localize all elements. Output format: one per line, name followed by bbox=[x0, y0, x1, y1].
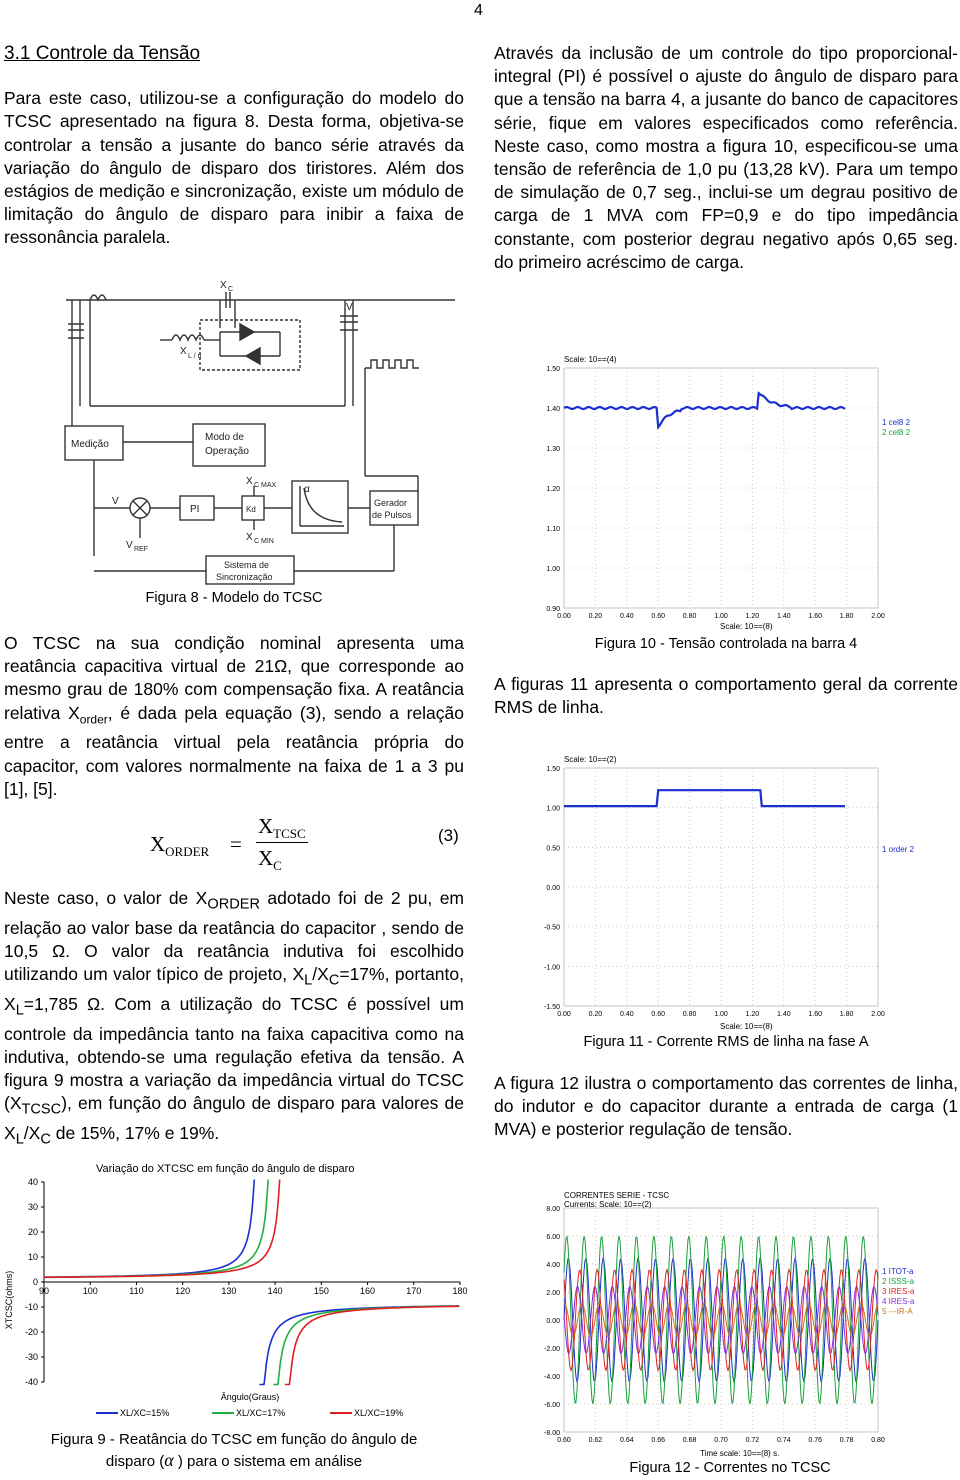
y-tick-label: 20 bbox=[27, 1227, 38, 1237]
tick-label: 0.60 bbox=[651, 1011, 666, 1018]
tick-label: 0.00 bbox=[557, 613, 571, 620]
tick-label: 0.20 bbox=[588, 1011, 603, 1018]
tick-label: 2.00 bbox=[546, 1290, 560, 1297]
tick-label: 0.00 bbox=[546, 1318, 560, 1325]
tick-label: 0.62 bbox=[588, 1437, 603, 1444]
svg-text:X: X bbox=[246, 532, 253, 543]
equation-label: (3) bbox=[438, 826, 459, 845]
figure-8-diagram bbox=[60, 276, 460, 586]
tick-label: 0.20 bbox=[588, 613, 603, 620]
tick-label: 0.70 bbox=[714, 1437, 728, 1444]
tick-label: 0.60 bbox=[651, 613, 666, 620]
series-line-inductive bbox=[259, 1306, 459, 1385]
tick-label: 1.00 bbox=[546, 805, 560, 813]
x-tick-label: 90 bbox=[38, 1286, 50, 1296]
svg-text:C: C bbox=[228, 286, 234, 293]
svg-text:1 cel8 2: 1 cel8 2 bbox=[882, 418, 911, 427]
paragraph-pi-control: Através da inclusão de um controle do tipo proporcional-integral (PI) é possível o ajuste do ângulo de disparo para que a tensão na barra 4, a jusante do banco de capacitores série, fique em valores especificados como referência. Neste caso, como mostra a figura 10, especificou-se uma tensão de referência de 1,0 pu (13,28 kV). Para um tempo de simulação de 0,7 seg., inclui-se um degrau positivo de carga de 1 MVA com FP=0,9 e do tipo impedância constante, com posterior degrau negativo após 0,65 seg. do primeiro acréscimo de carga. bbox=[494, 43, 958, 272]
legend-label: XL/XC=19% bbox=[354, 1408, 404, 1418]
legend-label: XL/XC=17% bbox=[236, 1408, 286, 1418]
tick-label: 0.00 bbox=[557, 1011, 571, 1018]
fig8-label-xc: X bbox=[220, 280, 227, 291]
tick-label: 0.80 bbox=[871, 1437, 885, 1444]
tick-label: 1.10 bbox=[546, 526, 560, 533]
legend-label: 2 ISSS-a bbox=[882, 1277, 915, 1286]
chart-title: Variação do XTCSC em função do ângulo de disparo bbox=[96, 1163, 355, 1175]
svg-text:Scale: 10==(8): Scale: 10==(8) bbox=[720, 1022, 773, 1031]
svg-text:α: α bbox=[304, 484, 310, 495]
tick-label: 1.40 bbox=[546, 406, 560, 413]
svg-text:1 order 2: 1 order 2 bbox=[882, 845, 915, 854]
svg-text:L / n: L / n bbox=[188, 353, 202, 360]
svg-text:C MIN: C MIN bbox=[254, 538, 274, 545]
tick-label: 8.00 bbox=[546, 1206, 560, 1213]
tick-label: 0.40 bbox=[619, 1011, 634, 1018]
svg-text:Sincronização: Sincronização bbox=[216, 572, 273, 582]
legend-label: 5 ---IR-A bbox=[882, 1307, 913, 1316]
tick-label: 2.00 bbox=[871, 1011, 885, 1018]
tick-label: 0.60 bbox=[557, 1437, 571, 1444]
page-number: 4 bbox=[474, 2, 483, 19]
figure-12-caption: Figura 12 - Correntes no TCSC bbox=[629, 1460, 831, 1476]
legend-label: 3 IRES-a bbox=[882, 1287, 915, 1296]
legend-label: XL/XC=15% bbox=[120, 1408, 170, 1418]
svg-text:Gerador: Gerador bbox=[374, 498, 408, 508]
paragraph-currents: A figura 12 ilustra o comportamento das correntes de linha, do indutor e do capacitor durante a entrada de carga (1 MVA) e posterior regulação de tensão. bbox=[494, 1073, 958, 1140]
tick-label: -0.50 bbox=[544, 924, 560, 932]
x-axis-label: Ângulo(Graus) bbox=[220, 1392, 280, 1402]
x-tick-label: 130 bbox=[221, 1286, 237, 1296]
tick-label: 1.00 bbox=[546, 566, 560, 573]
y-tick-label: -30 bbox=[24, 1352, 38, 1362]
tick-label: 1.60 bbox=[808, 613, 823, 620]
tick-label: 1.00 bbox=[714, 613, 728, 620]
left-column-top bbox=[4, 42, 464, 250]
tick-label: 1.30 bbox=[546, 446, 560, 453]
tick-label: 1.40 bbox=[776, 1011, 791, 1018]
tick-label: 1.50 bbox=[546, 766, 560, 773]
tick-label: 1.00 bbox=[714, 1011, 728, 1018]
tick-label: 1.20 bbox=[745, 1011, 760, 1018]
tick-label: 1.20 bbox=[546, 486, 560, 493]
svg-text:PI: PI bbox=[190, 504, 200, 515]
legend-label: 4 IRES-a bbox=[882, 1297, 915, 1306]
svg-text:2 cel8 2: 2 cel8 2 bbox=[882, 428, 911, 437]
x-tick-label: 140 bbox=[267, 1286, 283, 1296]
y-tick-label: 10 bbox=[27, 1252, 38, 1262]
figure-11-plot bbox=[520, 748, 948, 1034]
tick-label: -2.00 bbox=[544, 1346, 560, 1353]
series-line-inductive bbox=[273, 1306, 459, 1384]
y-tick-label: 30 bbox=[27, 1202, 38, 1212]
x-tick-label: 110 bbox=[129, 1286, 144, 1296]
y-tick-label: -20 bbox=[24, 1327, 38, 1337]
figure-10-plot bbox=[520, 348, 948, 636]
svg-text:V: V bbox=[112, 496, 119, 507]
svg-text:Sistema de: Sistema de bbox=[224, 560, 270, 570]
svg-text:Time scale: 10==(8) s.: Time scale: 10==(8) s. bbox=[700, 1449, 780, 1458]
section-heading: 3.1 Controle da Tensão bbox=[4, 43, 201, 64]
paragraph-xorder-text: Neste caso, o valor de $X_{ORDER}$ adotado foi de 2 pu, em relação ao valor base da reatância do capacitor , sendo de 10,5 Ω. O valor da reatância indutiva foi escolhido utilizando um valor típico de projeto, $X_L/X_C=17\%$, portanto, $X_L=1,785$ Ω. Com a utilização do TCSC é possível um controle da impedância tanto na faixa capacitiva como na indutiva, obtendo-se uma regulação efetiva da tensão. A figura 9 mostra a variação da impedância virtual do TCSC $(X_{TCSC})$, em função do ângulo de disparo para valores de $X_L/X_C$ de 15%, 17% e 19%. bbox=[4, 888, 465, 1148]
svg-text:Operação: Operação bbox=[205, 446, 249, 457]
figure-10-caption: Figura 10 - Tensão controlada na barra 4 bbox=[594, 636, 858, 652]
svg-text:X: X bbox=[246, 476, 253, 487]
equation-3: $X_{ORDER}$ = $X_{TCSC}$ $X_C$ (3) bbox=[150, 814, 459, 874]
legend-label: 1 ITOT-a bbox=[882, 1267, 914, 1276]
tick-label: 0.76 bbox=[808, 1437, 823, 1444]
series-line-capacitive bbox=[44, 1180, 268, 1278]
y-axis-label: XTCSC(ohms) bbox=[4, 1270, 14, 1330]
tick-label: 0.66 bbox=[651, 1437, 666, 1444]
series-line-inductive bbox=[285, 1306, 460, 1384]
tick-label: -4.00 bbox=[544, 1374, 560, 1381]
figure-9-chart bbox=[0, 1160, 470, 1428]
svg-text:Scale: 10==(4): Scale: 10==(4) bbox=[564, 355, 617, 364]
tick-label: 1.50 bbox=[546, 366, 560, 373]
svg-text:X: X bbox=[180, 346, 187, 357]
tick-label: 0.40 bbox=[619, 613, 634, 620]
tick-label: -6.00 bbox=[544, 1402, 560, 1409]
x-tick-label: 180 bbox=[452, 1286, 468, 1296]
svg-text:Scale: 10==(2): Scale: 10==(2) bbox=[564, 755, 617, 764]
tick-label: 0.80 bbox=[682, 1011, 697, 1018]
tick-label: -1.50 bbox=[544, 1004, 560, 1011]
paragraph-reactance: O TCSC na sua condição nominal apresenta uma reatância capacitiva virtual de 21Ω, que corresponde ao mesmo grau de 180% com compensação fixa. A reatância relativa $X_{order}$, é dada pela equação (3), sendo a relação entre a reatância virtual pela reatância própria do capacitor, com valores normalmente na faixa de 1 a 3 pu [1], [5]. bbox=[4, 633, 464, 799]
tick-label: 0.74 bbox=[776, 1437, 791, 1444]
paragraph-rms: A figuras 11 apresenta o comportamento geral da corrente RMS de linha. bbox=[494, 674, 958, 718]
svg-text:V: V bbox=[346, 302, 353, 313]
figure-9-caption: Figura 9 - Reatância do TCSC em função do ângulo de disparo (α ) para o sistema em análise bbox=[50, 1431, 418, 1470]
svg-text:V: V bbox=[126, 540, 133, 551]
tick-label: 1.40 bbox=[776, 613, 791, 620]
figure-11-caption: Figura 11 - Corrente RMS de linha na fase A bbox=[583, 1034, 869, 1050]
tick-label: 2.00 bbox=[871, 613, 885, 620]
tick-label: 0.80 bbox=[682, 613, 697, 620]
svg-text:Modo de: Modo de bbox=[205, 432, 244, 443]
fig8-label-medicao: Medição bbox=[71, 439, 109, 450]
tick-label: 0.78 bbox=[839, 1437, 854, 1444]
x-tick-label: 160 bbox=[360, 1286, 376, 1296]
series-line-capacitive bbox=[44, 1180, 254, 1278]
tick-label: -8.00 bbox=[544, 1430, 560, 1437]
tick-label: 0.00 bbox=[546, 885, 560, 892]
paragraph-xorder bbox=[4, 887, 464, 1152]
svg-text:C MAX: C MAX bbox=[254, 482, 277, 489]
tick-label: 0.50 bbox=[546, 845, 560, 853]
tick-label: 1.60 bbox=[808, 1011, 823, 1018]
figure-12-plot bbox=[520, 1188, 948, 1460]
svg-text:Kd: Kd bbox=[246, 505, 256, 514]
tick-label: 0.64 bbox=[619, 1437, 634, 1444]
x-tick-label: 150 bbox=[313, 1286, 329, 1296]
svg-text:REF: REF bbox=[134, 546, 148, 553]
svg-text:de Pulsos: de Pulsos bbox=[372, 510, 412, 520]
tick-label: 1.80 bbox=[839, 1011, 854, 1018]
figure-8-caption: Figura 8 - Modelo do TCSC bbox=[145, 590, 323, 606]
tick-label: -1.00 bbox=[544, 964, 560, 972]
y-tick-label: -10 bbox=[24, 1302, 38, 1312]
x-tick-label: 100 bbox=[82, 1286, 98, 1296]
paragraph-intro: Para este caso, utilizou-se a configuração do modelo do TCSC apresentado na figura 8. Desta forma, objetiva-se controlar a tensão a jusante do banco série através da variação do ângulo de disparo dos tiristores. Além dos estágios de medição e sincronização, existe um módulo de limitação do ângulo de disparo para inibir a faixa de ressonância paralela. bbox=[4, 88, 464, 248]
y-tick-label: 40 bbox=[27, 1177, 38, 1187]
svg-text:CORRENTES SERIE - TCSC: CORRENTES SERIE - TCSC bbox=[564, 1191, 670, 1200]
y-tick-label: -40 bbox=[24, 1377, 38, 1387]
svg-text:Scale: 10==(8): Scale: 10==(8) bbox=[720, 622, 773, 631]
tick-label: 0.72 bbox=[745, 1437, 760, 1444]
tick-label: 1.20 bbox=[745, 613, 760, 620]
x-tick-label: 120 bbox=[175, 1286, 191, 1296]
tick-label: 4.00 bbox=[546, 1262, 560, 1269]
tick-label: 0.68 bbox=[682, 1437, 697, 1444]
tick-label: 0.90 bbox=[546, 606, 560, 613]
tick-label: 6.00 bbox=[546, 1234, 560, 1241]
x-tick-label: 170 bbox=[406, 1286, 422, 1296]
tick-label: 1.80 bbox=[839, 613, 854, 620]
y-tick-label: 0 bbox=[32, 1277, 38, 1287]
svg-text:Currents: Scale: 10==(2): Currents: Scale: 10==(2) bbox=[564, 1200, 652, 1209]
